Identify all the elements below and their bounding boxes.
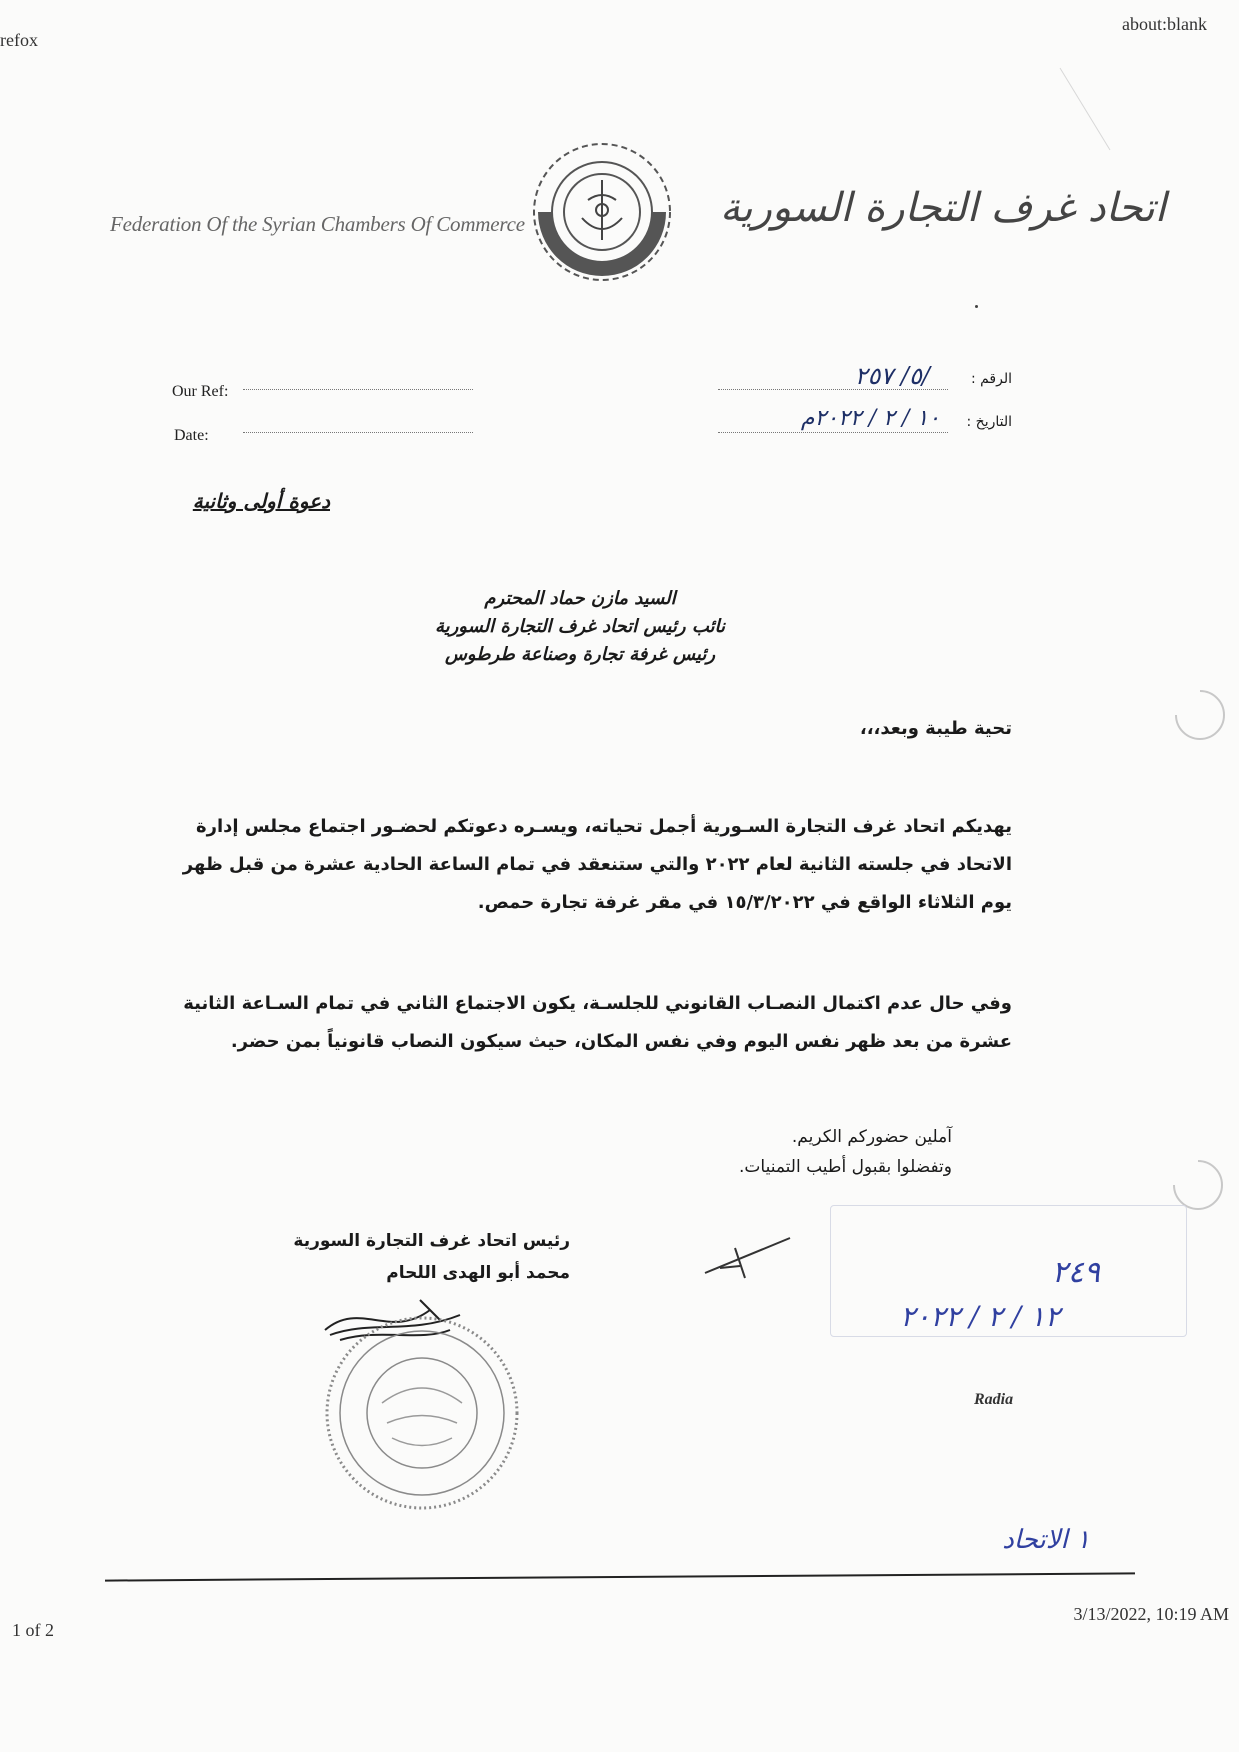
letter-date: ١٠ / ٢ / ٢٠٢٢م (800, 406, 940, 431)
handwritten-note: ١ الاتحاد (1002, 1525, 1090, 1555)
official-seal (322, 1313, 522, 1513)
scan-mark (1050, 60, 1130, 160)
addressee-line-3: رئيس غرفة تجارة وصناعة طرطوس (444, 644, 716, 665)
date-label: Date: (174, 427, 209, 444)
received-number: ٢٤٩ (1051, 1255, 1100, 1290)
greeting: تحية طيبة وبعد،،، (859, 718, 1012, 739)
date-line-ar (718, 432, 948, 433)
closing-line-1: آملين حضوركم الكريم. (791, 1127, 952, 1147)
english-federation-name: Federation Of the Syrian Chambers Of Commerce (110, 212, 525, 236)
addressee-block (380, 585, 780, 669)
addressee-line-2: نائب رئيس اتحاد غرف التجارة السورية (434, 616, 726, 637)
our-ref-label: Our Ref: (172, 383, 229, 400)
closing-line-2: وتفضلوا بقبول أطيب التمنيات. (738, 1157, 952, 1177)
typist-name: Radia (974, 1391, 1014, 1408)
signatory-title: رئيس اتحاد غرف التجارة السورية (293, 1231, 570, 1251)
signatory-name: محمد أبو الهدى اللحام (386, 1263, 570, 1283)
browser-url: about:blank (1122, 14, 1207, 34)
page-indicator: 1 of 2 (12, 1620, 54, 1640)
footer-rule (105, 1572, 1135, 1581)
paragraph-2: وفي حال عدم اكتمال النصـاب القانوني للجلسـة، يكون الاجتماع الثاني في تمام السـاعة الثانية عشرة من بعد ظهر نفس اليوم وفي نفس المكان، حيث سيكون النصاب قانونياً بمن حضر. (183, 993, 1012, 1052)
date-label-ar: التاريخ : (966, 414, 1012, 430)
print-timestamp: 3/13/2022, 10:19 AM (1073, 1604, 1229, 1624)
number-label-ar: الرقم : (970, 371, 1012, 387)
received-date: ١٢ / ٢ / ٢٠٢٢ (900, 1300, 1060, 1333)
paragraph-1: يهديكم اتحاد غرف التجارة السـورية أجمل تحياته، ويسـره دعوتكم لحضـور اجتماع مجلس إدارة الاتحاد في جلسته الثانية لعام ٢٠٢٢ والتي ستنعقد في تمام الساعة الحادية عشرة من قبل ظهر يوم الثلاثاء الواقع في ١٥/٣/٢٠٢٢ في مقر غرفة تجارة حمص. (182, 816, 1012, 913)
closing-block (560, 1122, 952, 1182)
punch-hole-top (1170, 685, 1230, 745)
reference-number: /٥/ ٢٥٧ (854, 362, 930, 390)
date-line (243, 432, 473, 433)
arabic-federation-name: اتحاد غرف التجارة السورية (720, 185, 1166, 231)
browser-app-fragment: refox (0, 30, 38, 50)
dot-mark (975, 305, 978, 308)
initials-mark (700, 1228, 800, 1288)
addressee-line-1: السيد مازن حماد المحترم (484, 588, 676, 609)
letter-title: دعوة أولى وثانية (192, 489, 330, 513)
signature-block (200, 1225, 570, 1289)
our-ref-line (243, 389, 473, 390)
federation-logo (530, 140, 675, 285)
